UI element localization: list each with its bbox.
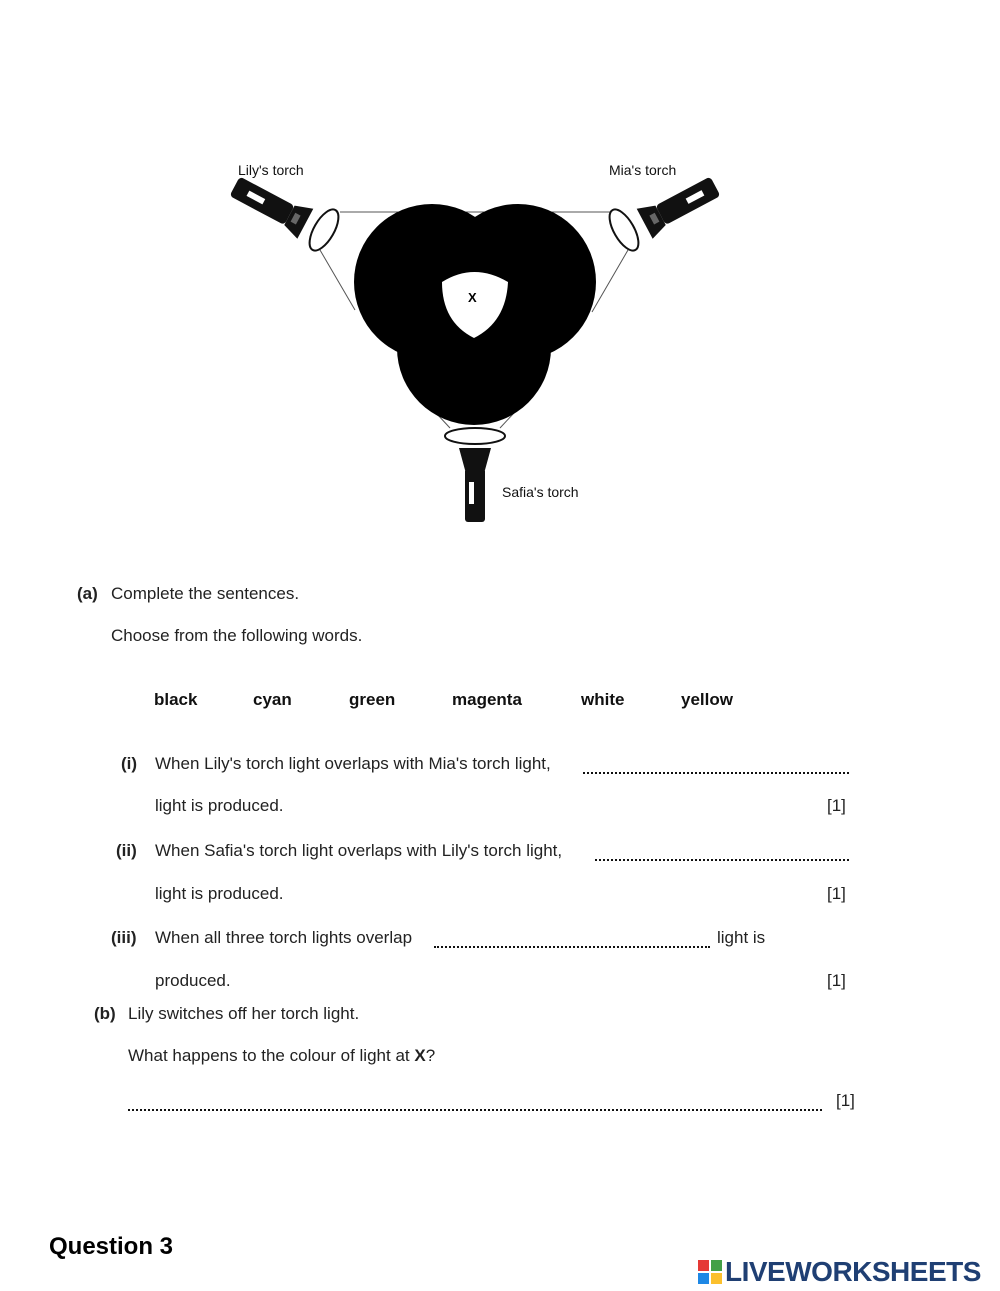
liveworksheets-logo <box>698 1256 981 1288</box>
answer-iii-input[interactable] <box>434 946 710 948</box>
item-i-number: (i) <box>121 754 138 773</box>
part-b-mark: [1] <box>836 1091 855 1110</box>
liveworksheets-brand: LIVEWORKSHEETS <box>725 1256 981 1287</box>
item-i-mark: [1] <box>827 796 846 815</box>
part-b-question-prefix: What happens to the colour of light at <box>128 1046 410 1065</box>
torch-diagram <box>0 0 1000 560</box>
part-b-text: Lily switches off her torch light. <box>128 1004 360 1023</box>
item-i-line1: When Lily's torch light overlaps with Mia's torch light, <box>155 754 551 773</box>
mia-torch-lens <box>604 205 644 255</box>
item-iii-line1: When all three torch lights overlap <box>155 928 413 947</box>
word-white: white <box>581 690 625 709</box>
word-green: green <box>349 690 396 709</box>
mia-torch <box>637 171 724 239</box>
answer-ii-input[interactable] <box>595 859 849 861</box>
safia-torch-label: Safia's torch <box>502 484 579 500</box>
item-ii-mark: [1] <box>827 884 846 903</box>
answer-b-input[interactable] <box>128 1109 822 1111</box>
liveworksheets-logo-icon <box>698 1260 722 1284</box>
safia-torch <box>459 448 491 522</box>
item-iii-line1-end: light is <box>717 928 766 947</box>
lily-torch-label: Lily's torch <box>238 162 304 178</box>
item-i-line2: light is produced. <box>155 796 284 815</box>
mia-torch-label: Mia's torch <box>609 162 677 178</box>
part-b-label: (b) <box>94 1004 116 1023</box>
word-magenta: magenta <box>452 690 522 709</box>
item-iii-mark: [1] <box>827 971 846 990</box>
item-iii-number: (iii) <box>111 928 137 947</box>
item-ii-number: (ii) <box>116 841 137 860</box>
part-a-instruction: Complete the sentences. <box>111 584 300 603</box>
part-b-question <box>128 1046 435 1066</box>
safia-torch-lens <box>445 428 505 444</box>
answer-i-input[interactable] <box>583 772 849 774</box>
word-yellow: yellow <box>681 690 733 709</box>
word-cyan: cyan <box>253 690 292 709</box>
part-b-question-x: X <box>414 1046 426 1065</box>
question-title: Question 3 <box>49 1233 174 1260</box>
part-a-choose: Choose from the following words. <box>111 626 363 645</box>
item-ii-line2: light is produced. <box>155 884 284 903</box>
item-iii-line2: produced. <box>155 971 231 990</box>
part-b-question-suffix: ? <box>425 1046 436 1065</box>
part-a-label: (a) <box>77 584 98 603</box>
word-black: black <box>154 690 198 709</box>
lily-torch <box>227 171 314 239</box>
item-ii-line1: When Safia's torch light overlaps with Lily's torch light, <box>155 841 563 860</box>
x-label: X <box>468 290 477 305</box>
